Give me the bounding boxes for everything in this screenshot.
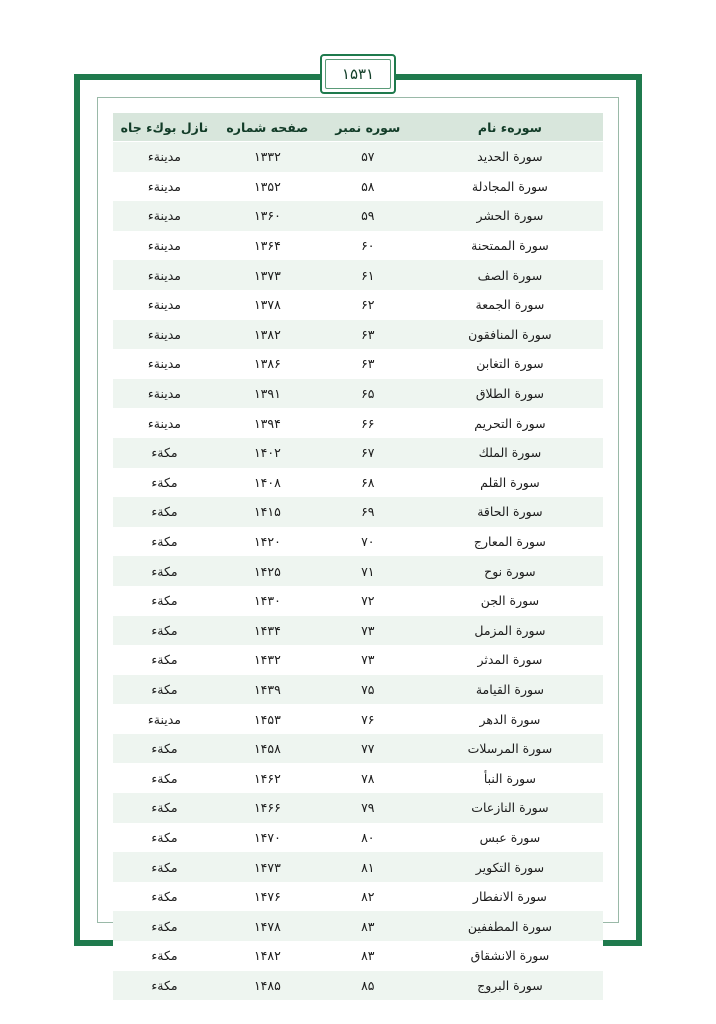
cell-page-number: ۱۴۰۲ <box>216 438 319 468</box>
table-row <box>113 231 603 261</box>
cell-surah-name: سورة المعارج <box>417 527 603 557</box>
cell-page-number: ۱۴۷۰ <box>216 823 319 853</box>
cell-surah-name: سورة الحشر <box>417 201 603 231</box>
cell-surah-name: سورة التكوير <box>417 852 603 882</box>
cell-surah-number: ۶۹ <box>319 497 417 527</box>
cell-surah-number: ۷۷ <box>319 734 417 764</box>
table-row <box>113 408 603 438</box>
cell-surah-number: ۸۳ <box>319 911 417 941</box>
cell-surah-number: ۸۳ <box>319 941 417 971</box>
cell-revelation-place: مكةء <box>113 763 216 793</box>
cell-surah-number: ۸۰ <box>319 823 417 853</box>
cell-page-number: ۱۳۶۰ <box>216 201 319 231</box>
cell-surah-number: ۷۳ <box>319 645 417 675</box>
column-header-surah-name: سورهء نام <box>417 113 603 142</box>
cell-surah-number: ۵۸ <box>319 172 417 202</box>
cell-revelation-place: مكةء <box>113 852 216 882</box>
cell-surah-number: ۷۱ <box>319 556 417 586</box>
table-row <box>113 349 603 379</box>
table-row <box>113 468 603 498</box>
table-row <box>113 320 603 350</box>
table-header <box>113 113 603 142</box>
cell-surah-number: ۷۹ <box>319 793 417 823</box>
cell-page-number: ۱۳۳۲ <box>216 142 319 172</box>
cell-revelation-place: مكةء <box>113 645 216 675</box>
table-header-row <box>113 113 603 142</box>
cell-page-number: ۱۳۹۱ <box>216 379 319 409</box>
cell-revelation-place: مكةء <box>113 556 216 586</box>
cell-surah-name: سورة المزمل <box>417 616 603 646</box>
column-header-surah-number: سوره نمبر <box>319 113 417 142</box>
cell-page-number: ۱۴۷۸ <box>216 911 319 941</box>
cell-revelation-place: مكةء <box>113 823 216 853</box>
table-row <box>113 290 603 320</box>
cell-revelation-place: مكةء <box>113 941 216 971</box>
surah-index-table-container <box>113 113 603 993</box>
cell-page-number: ۱۴۲۰ <box>216 527 319 557</box>
cell-surah-name: سورة الجن <box>417 586 603 616</box>
page-number: ۱۵۳۱ <box>341 65 375 83</box>
cell-surah-name: سورة التحريم <box>417 408 603 438</box>
table-row <box>113 379 603 409</box>
cell-surah-number: ۵۹ <box>319 201 417 231</box>
cell-revelation-place: مكةء <box>113 793 216 823</box>
cell-revelation-place: مدينةء <box>113 201 216 231</box>
table-row <box>113 497 603 527</box>
cell-surah-name: سورة الجمعة <box>417 290 603 320</box>
cell-revelation-place: مكةء <box>113 497 216 527</box>
cell-page-number: ۱۴۳۹ <box>216 675 319 705</box>
cell-page-number: ۱۴۰۸ <box>216 468 319 498</box>
surah-index-table <box>113 113 603 1000</box>
cell-page-number: ۱۴۷۶ <box>216 882 319 912</box>
cell-surah-name: سورة القلم <box>417 468 603 498</box>
cell-revelation-place: مكةء <box>113 438 216 468</box>
table-row <box>113 201 603 231</box>
cell-surah-number: ۶۳ <box>319 320 417 350</box>
cell-page-number: ۱۴۵۳ <box>216 704 319 734</box>
cell-page-number: ۱۴۳۰ <box>216 586 319 616</box>
cell-surah-number: ۶۸ <box>319 468 417 498</box>
cell-page-number: ۱۳۶۴ <box>216 231 319 261</box>
cell-surah-name: سورة النبأ <box>417 763 603 793</box>
table-row <box>113 941 603 971</box>
table-row <box>113 172 603 202</box>
cell-page-number: ۱۴۶۲ <box>216 763 319 793</box>
cell-page-number: ۱۴۸۵ <box>216 971 319 1001</box>
cell-revelation-place: مكةء <box>113 616 216 646</box>
cell-revelation-place: مكةء <box>113 734 216 764</box>
table-row <box>113 438 603 468</box>
cell-surah-name: سورة الملك <box>417 438 603 468</box>
cell-page-number: ۱۳۷۳ <box>216 260 319 290</box>
cell-surah-name: سورة الانفطار <box>417 882 603 912</box>
cell-revelation-place: مدينةء <box>113 260 216 290</box>
cell-surah-number: ۸۵ <box>319 971 417 1001</box>
cell-revelation-place: مدينةء <box>113 349 216 379</box>
cell-revelation-place: مكةء <box>113 527 216 557</box>
cell-surah-name: سورة النازعات <box>417 793 603 823</box>
cell-revelation-place: مكةء <box>113 586 216 616</box>
cell-surah-number: ۶۵ <box>319 379 417 409</box>
table-row <box>113 260 603 290</box>
cell-revelation-place: مكةء <box>113 675 216 705</box>
cell-revelation-place: مكةء <box>113 971 216 1001</box>
cell-surah-number: ۸۲ <box>319 882 417 912</box>
cell-surah-number: ۶۱ <box>319 260 417 290</box>
cell-revelation-place: مدينةء <box>113 408 216 438</box>
cell-surah-name: سورة القيامة <box>417 675 603 705</box>
cell-revelation-place: مدينةء <box>113 704 216 734</box>
cell-surah-name: سورة الدهر <box>417 704 603 734</box>
cell-surah-number: ۶۲ <box>319 290 417 320</box>
cell-revelation-place: مدينةء <box>113 320 216 350</box>
cell-surah-number: ۷۲ <box>319 586 417 616</box>
cell-revelation-place: مدينةء <box>113 231 216 261</box>
table-row <box>113 704 603 734</box>
cell-surah-number: ۶۰ <box>319 231 417 261</box>
cell-surah-name: سورة نوح <box>417 556 603 586</box>
page-number-cartouche <box>320 54 396 94</box>
cell-surah-number: ۷۸ <box>319 763 417 793</box>
cell-surah-number: ۷۰ <box>319 527 417 557</box>
cell-page-number: ۱۳۷۸ <box>216 290 319 320</box>
cell-surah-name: سورة المنافقون <box>417 320 603 350</box>
table-row <box>113 852 603 882</box>
cell-surah-name: سورة عبس <box>417 823 603 853</box>
cell-surah-number: ۶۳ <box>319 349 417 379</box>
cell-page-number: ۱۳۹۴ <box>216 408 319 438</box>
cell-page-number: ۱۴۶۶ <box>216 793 319 823</box>
cell-surah-name: سورة الممتحنة <box>417 231 603 261</box>
cell-surah-number: ۸۱ <box>319 852 417 882</box>
table-row <box>113 882 603 912</box>
cell-revelation-place: مكةء <box>113 882 216 912</box>
cell-page-number: ۱۴۸۲ <box>216 941 319 971</box>
cell-surah-number: ۵۷ <box>319 142 417 172</box>
table-row <box>113 734 603 764</box>
cell-surah-name: سورة المدثر <box>417 645 603 675</box>
table-row <box>113 645 603 675</box>
cell-surah-name: سورة الحاقة <box>417 497 603 527</box>
cell-revelation-place: مدينةء <box>113 172 216 202</box>
cell-surah-number: ۶۷ <box>319 438 417 468</box>
cell-surah-name: سورة الطلاق <box>417 379 603 409</box>
table-row <box>113 763 603 793</box>
cell-page-number: ۱۳۸۶ <box>216 349 319 379</box>
cell-page-number: ۱۴۱۵ <box>216 497 319 527</box>
cell-revelation-place: مدينةء <box>113 142 216 172</box>
table-row <box>113 675 603 705</box>
cell-surah-name: سورة الصف <box>417 260 603 290</box>
cell-page-number: ۱۳۵۲ <box>216 172 319 202</box>
cell-surah-name: سورة المجادلة <box>417 172 603 202</box>
cell-page-number: ۱۴۲۵ <box>216 556 319 586</box>
cell-surah-number: ۷۳ <box>319 616 417 646</box>
cell-page-number: ۱۴۳۴ <box>216 616 319 646</box>
cell-revelation-place: مدينةء <box>113 379 216 409</box>
table-row <box>113 971 603 1001</box>
cell-surah-name: سورة الانشقاق <box>417 941 603 971</box>
cell-surah-name: سورة الحديد <box>417 142 603 172</box>
cell-revelation-place: مدينةء <box>113 290 216 320</box>
cell-surah-name: سورة المطففين <box>417 911 603 941</box>
table-row <box>113 527 603 557</box>
cell-surah-name: سورة المرسلات <box>417 734 603 764</box>
table-row <box>113 616 603 646</box>
table-row <box>113 142 603 172</box>
column-header-revelation-place: نازل بوكء جاه <box>113 113 216 142</box>
column-header-page-number: صفحه شماره <box>216 113 319 142</box>
cell-page-number: ۱۳۸۲ <box>216 320 319 350</box>
cell-surah-name: سورة التغابن <box>417 349 603 379</box>
cell-surah-number: ۶۶ <box>319 408 417 438</box>
cell-page-number: ۱۴۳۲ <box>216 645 319 675</box>
cell-surah-name: سورة البروج <box>417 971 603 1001</box>
table-body <box>113 142 603 1001</box>
cell-surah-number: ۷۶ <box>319 704 417 734</box>
cell-page-number: ۱۴۷۳ <box>216 852 319 882</box>
table-row <box>113 823 603 853</box>
cell-surah-number: ۷۵ <box>319 675 417 705</box>
cell-revelation-place: مكةء <box>113 911 216 941</box>
table-row <box>113 793 603 823</box>
cell-revelation-place: مكةء <box>113 468 216 498</box>
cell-page-number: ۱۴۵۸ <box>216 734 319 764</box>
table-row <box>113 911 603 941</box>
table-row <box>113 586 603 616</box>
table-row <box>113 556 603 586</box>
